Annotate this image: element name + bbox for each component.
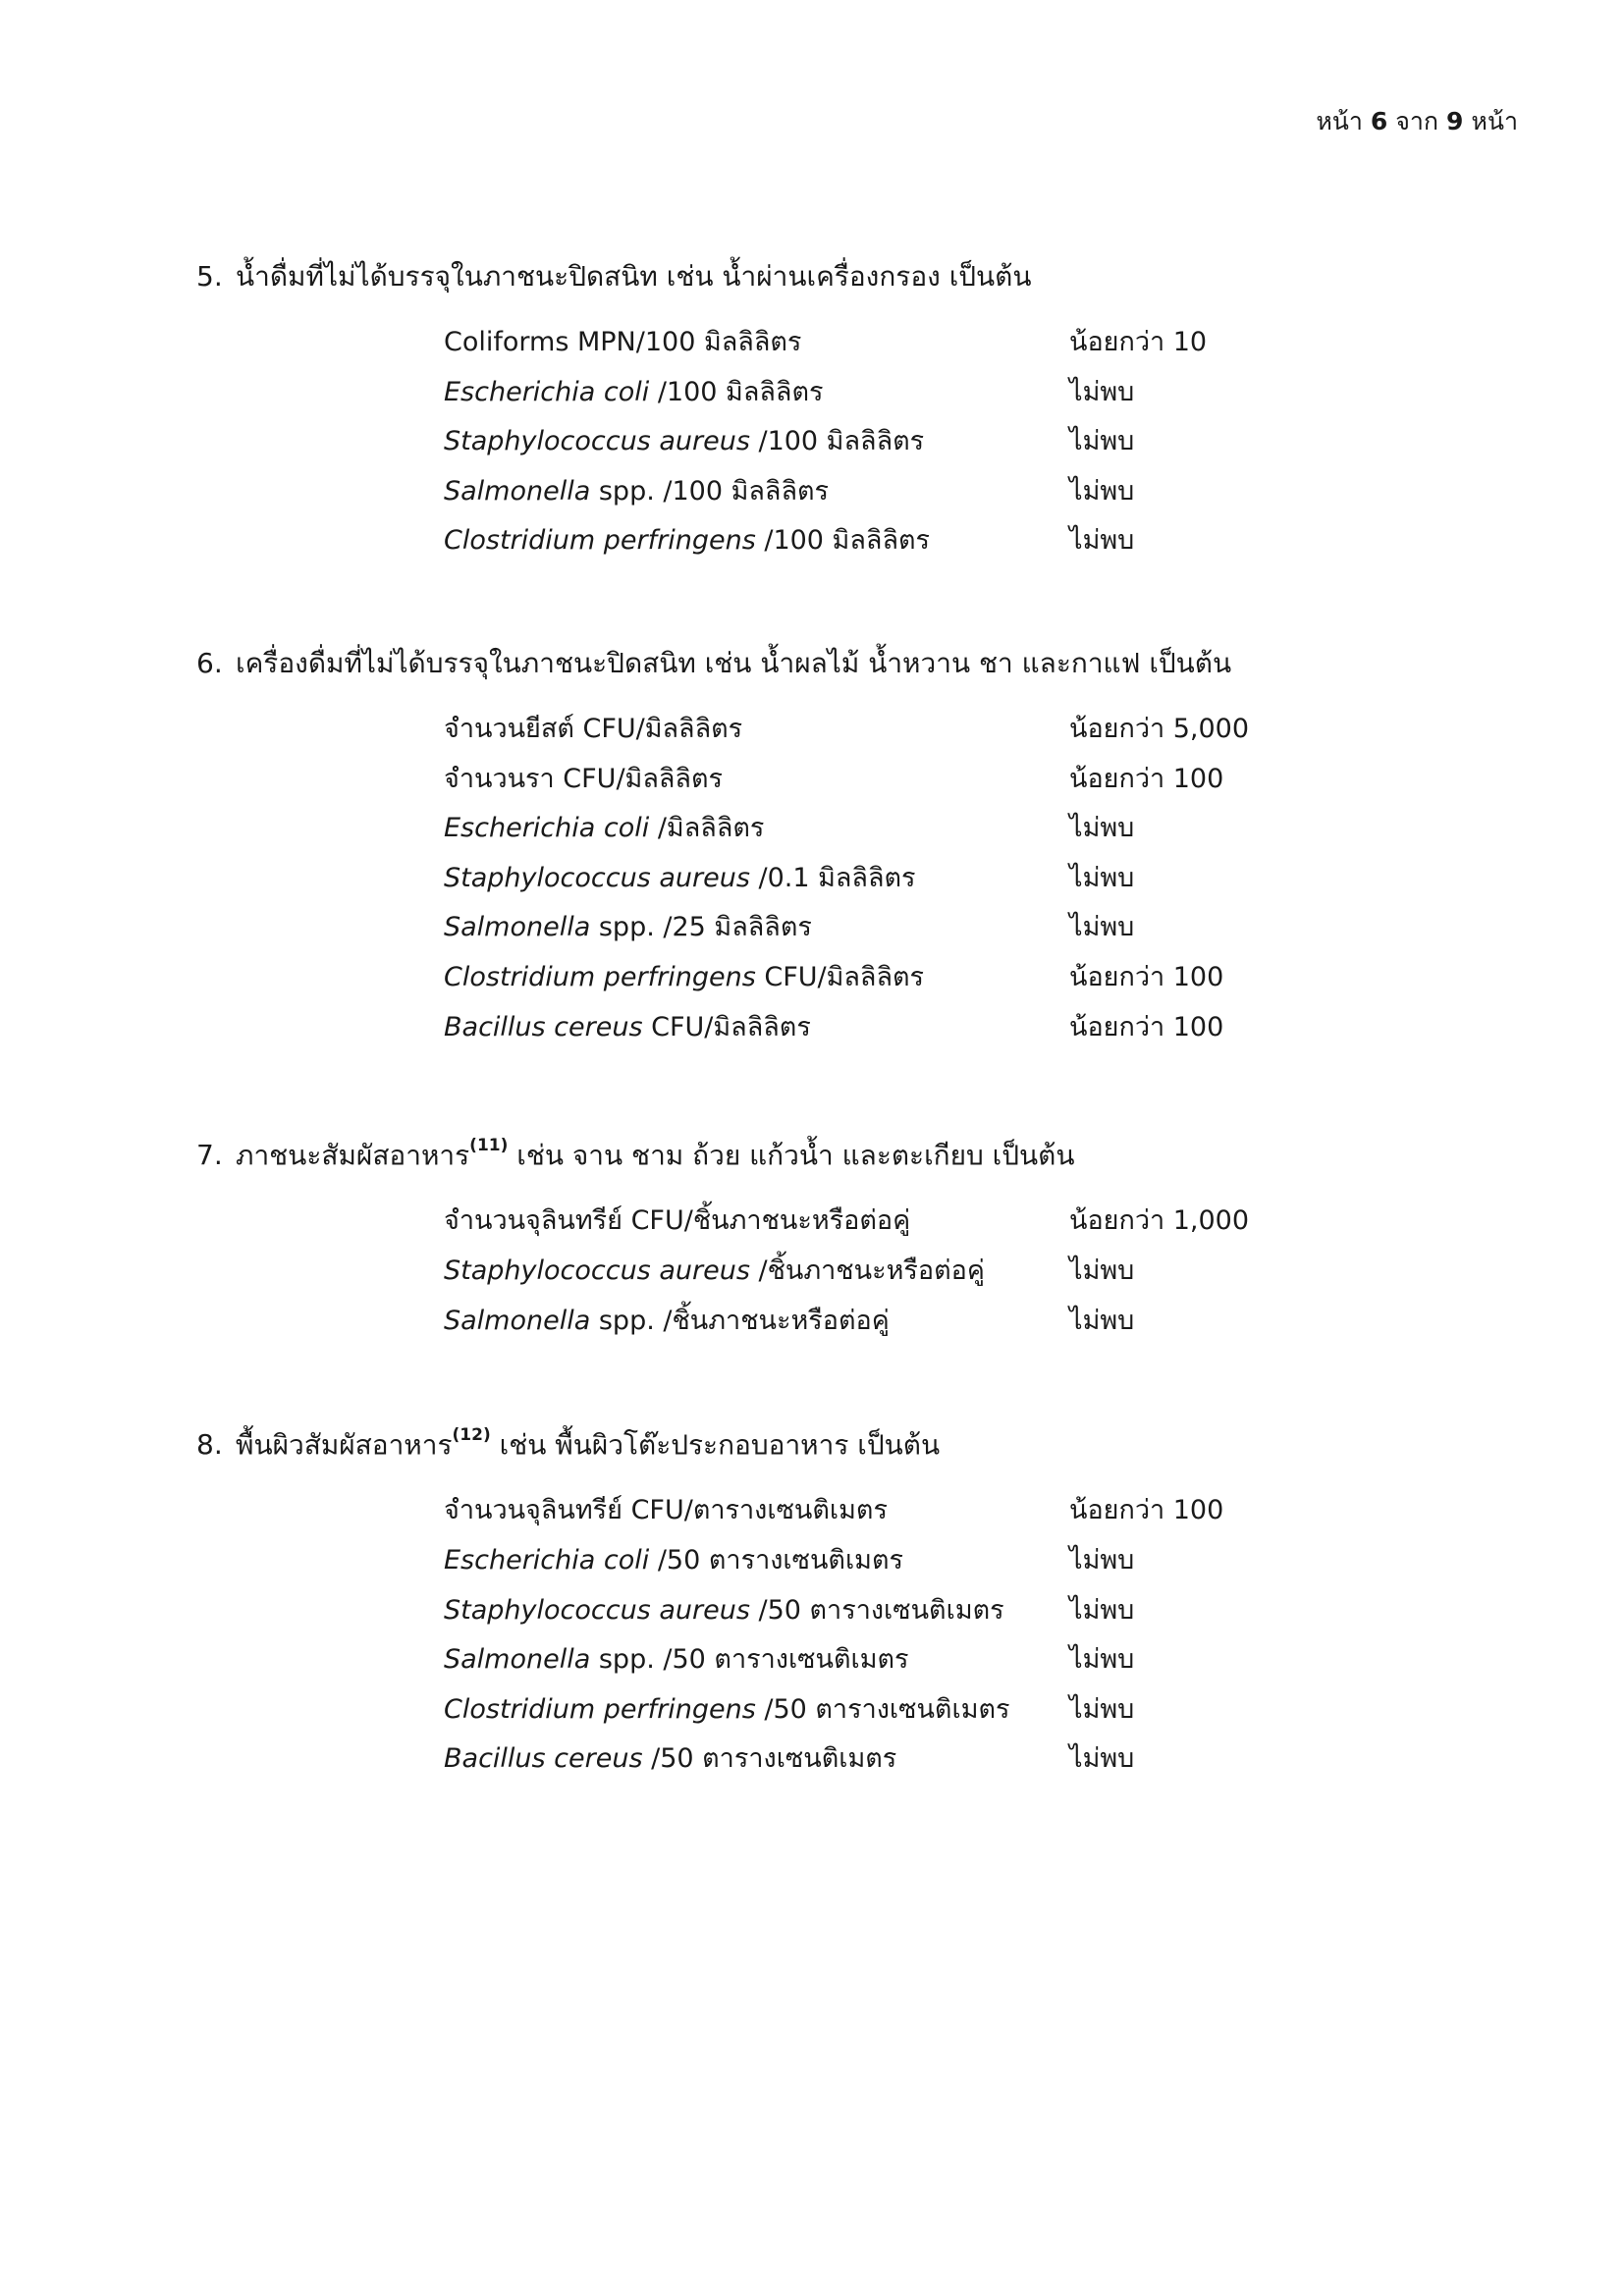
test-unit: /มิลลิลิตร	[649, 813, 765, 844]
test-unit: /ชิ้นภาชนะหรือต่อคู่	[749, 1255, 985, 1286]
test-unit: /50 ตารางเซนติเมตร	[642, 1743, 897, 1775]
limit-value: น้อยกว่า 10	[1069, 327, 1208, 357]
criteria-row	[196, 1297, 1532, 1347]
test-unit: /100 มิลลิลิตร	[649, 376, 824, 407]
criteria-row	[196, 953, 1532, 1003]
organism-name: Staphylococcus aureus	[444, 1594, 750, 1626]
test-unit: spp. /25 มิลลิลิตร	[590, 912, 812, 943]
organism-name: Bacillus cereus	[444, 1743, 643, 1775]
criteria-row	[196, 1586, 1532, 1636]
section-title-rest: เช่น จาน ชาม ถ้วย แก้วน้ำ และตะเกียบ เป็นต้น	[508, 1139, 1075, 1172]
limit-value: ไม่พบ	[1069, 1305, 1135, 1336]
limit-value: น้อยกว่า 100	[1069, 1011, 1224, 1042]
section-number: 6.	[196, 647, 223, 679]
test-name	[444, 1247, 985, 1297]
test-unit: CFU/มิลลิลิตร	[642, 1011, 811, 1042]
criteria-row	[196, 705, 1532, 755]
criteria-row	[196, 854, 1532, 904]
criteria-row	[196, 318, 1532, 368]
page-current: 6	[1370, 107, 1388, 135]
organism-name: Staphylococcus aureus	[444, 862, 750, 893]
test-unit: /50 ตารางเซนติเมตร	[749, 1594, 1004, 1626]
test-name	[444, 804, 764, 854]
criteria-row	[196, 903, 1532, 953]
criteria-row	[196, 368, 1532, 418]
criteria-list	[196, 1486, 1532, 1785]
test-name	[444, 1536, 903, 1586]
limit-value: ไม่พบ	[1069, 426, 1135, 457]
section-5	[196, 257, 1532, 566]
of-word: จาก	[1395, 107, 1439, 135]
limit-value: ไม่พบ	[1069, 475, 1135, 507]
criteria-list	[196, 705, 1532, 1052]
test-unit: spp. /ชิ้นภาชนะหรือต่อคู่	[590, 1305, 890, 1336]
test-name	[444, 1486, 888, 1536]
test-name	[444, 1197, 910, 1247]
limit-value: ไม่พบ	[1069, 376, 1135, 407]
test-name	[444, 854, 916, 904]
criteria-list	[196, 318, 1532, 566]
test-name	[444, 953, 924, 1003]
page-number	[1316, 102, 1518, 141]
section-heading	[196, 1130, 1532, 1175]
criteria-row	[196, 1635, 1532, 1685]
limit-value: ไม่พบ	[1069, 1743, 1135, 1775]
test-name	[444, 467, 829, 517]
test-name	[444, 368, 824, 418]
organism-name: Staphylococcus aureus	[444, 1255, 750, 1286]
criteria-row	[196, 804, 1532, 854]
test-unit: CFU/มิลลิลิตร	[755, 961, 925, 992]
organism-name: Clostridium perfringens	[444, 525, 756, 557]
section-title: น้ำดื่มที่ไม่ได้บรรจุในภาชนะปิดสนิท เช่น น้ำผ่านเครื่องกรอง เป็นต้น	[236, 260, 1032, 293]
limit-value: น้อยกว่า 5,000	[1069, 714, 1250, 744]
limit-value: น้อยกว่า 1,000	[1069, 1205, 1250, 1237]
limit-value: ไม่พบ	[1069, 813, 1135, 844]
test-name	[444, 318, 801, 368]
test-unit: /100 มิลลิลิตร	[755, 525, 931, 557]
section-heading	[196, 644, 1532, 683]
test-name	[444, 1586, 1004, 1636]
section-title: เครื่องดื่มที่ไม่ได้บรรจุในภาชนะปิดสนิท เช่น น้ำผลไม้ น้ำหวาน ชา และกาแฟ เป็นต้น	[236, 647, 1232, 679]
test-unit: spp. /100 มิลลิลิตร	[590, 475, 830, 507]
limit-value: ไม่พบ	[1069, 1693, 1135, 1725]
limit-value: ไม่พบ	[1069, 525, 1135, 557]
section-7	[196, 1130, 1532, 1346]
criteria-row	[196, 1536, 1532, 1586]
criteria-row	[196, 755, 1532, 805]
criteria-list	[196, 1197, 1532, 1346]
organism-name: Salmonella	[444, 475, 591, 507]
section-number: 8.	[196, 1428, 223, 1462]
test-unit: จำนวนรา CFU/มิลลิลิตร	[444, 763, 724, 794]
limit-value: ไม่พบ	[1069, 912, 1135, 943]
test-name	[444, 1297, 890, 1347]
criteria-row	[196, 516, 1532, 566]
limit-value: ไม่พบ	[1069, 1544, 1135, 1575]
test-unit: /0.1 มิลลิลิตร	[749, 862, 916, 893]
organism-name: Staphylococcus aureus	[444, 426, 750, 457]
section-title-rest: เช่น พื้นผิวโต๊ะประกอบอาหาร เป็นต้น	[490, 1428, 941, 1462]
section-number: 7.	[196, 1139, 223, 1172]
organism-name: Salmonella	[444, 912, 591, 943]
section-heading	[196, 1419, 1532, 1465]
test-name	[444, 417, 924, 467]
test-unit: spp. /50 ตารางเซนติเมตร	[590, 1644, 909, 1676]
page-suffix: หน้า	[1471, 107, 1518, 135]
organism-name: Escherichia coli	[444, 1544, 650, 1575]
limit-value: ไม่พบ	[1069, 862, 1135, 893]
test-name	[444, 1003, 811, 1053]
test-name	[444, 903, 812, 953]
test-name	[444, 755, 723, 805]
test-name	[444, 705, 742, 755]
organism-name: Salmonella	[444, 1305, 591, 1336]
section-title: ภาชนะสัมผัสอาหาร	[236, 1139, 470, 1172]
test-name	[444, 1735, 896, 1785]
criteria-row	[196, 417, 1532, 467]
page-total: 9	[1446, 107, 1464, 135]
organism-name: Clostridium perfringens	[444, 961, 756, 992]
test-name	[444, 1685, 1010, 1735]
test-unit: จำนวนจุลินทรีย์ CFU/ชิ้นภาชนะหรือต่อคู่	[444, 1205, 911, 1237]
criteria-row	[196, 1197, 1532, 1247]
organism-name: Escherichia coli	[444, 813, 650, 844]
limit-value: น้อยกว่า 100	[1069, 961, 1224, 992]
test-name	[444, 1635, 909, 1685]
criteria-row	[196, 1003, 1532, 1053]
limit-value: ไม่พบ	[1069, 1255, 1135, 1286]
criteria-row	[196, 1735, 1532, 1785]
test-unit: Coliforms MPN/100 มิลลิลิตร	[444, 327, 802, 357]
test-unit: จำนวนจุลินทรีย์ CFU/ตารางเซนติเมตร	[444, 1495, 888, 1526]
section-6	[196, 644, 1532, 1052]
criteria-row	[196, 1685, 1532, 1735]
criteria-row	[196, 467, 1532, 517]
test-unit: /50 ตารางเซนติเมตร	[649, 1544, 904, 1575]
criteria-row	[196, 1247, 1532, 1297]
organism-name: Salmonella	[444, 1644, 591, 1676]
organism-name: Clostridium perfringens	[444, 1693, 756, 1725]
limit-value: น้อยกว่า 100	[1069, 1495, 1224, 1526]
limit-value: ไม่พบ	[1069, 1644, 1135, 1676]
organism-name: Escherichia coli	[444, 376, 650, 407]
test-unit: /50 ตารางเซนติเมตร	[755, 1693, 1010, 1725]
limit-value: น้อยกว่า 100	[1069, 763, 1224, 794]
reference-marker: (12)	[452, 1425, 491, 1445]
test-unit: /100 มิลลิลิตร	[749, 426, 925, 457]
criteria-row	[196, 1486, 1532, 1536]
page-word: หน้า	[1316, 107, 1363, 135]
section-heading	[196, 257, 1532, 296]
section-8	[196, 1419, 1532, 1785]
test-name	[444, 516, 930, 566]
organism-name: Bacillus cereus	[444, 1011, 643, 1042]
section-title: พื้นผิวสัมผัสอาหาร	[236, 1428, 453, 1462]
reference-marker: (11)	[469, 1136, 509, 1155]
limit-value: ไม่พบ	[1069, 1594, 1135, 1626]
section-number: 5.	[196, 260, 223, 293]
test-unit: จำนวนยีสต์ CFU/มิลลิลิตร	[444, 714, 743, 744]
